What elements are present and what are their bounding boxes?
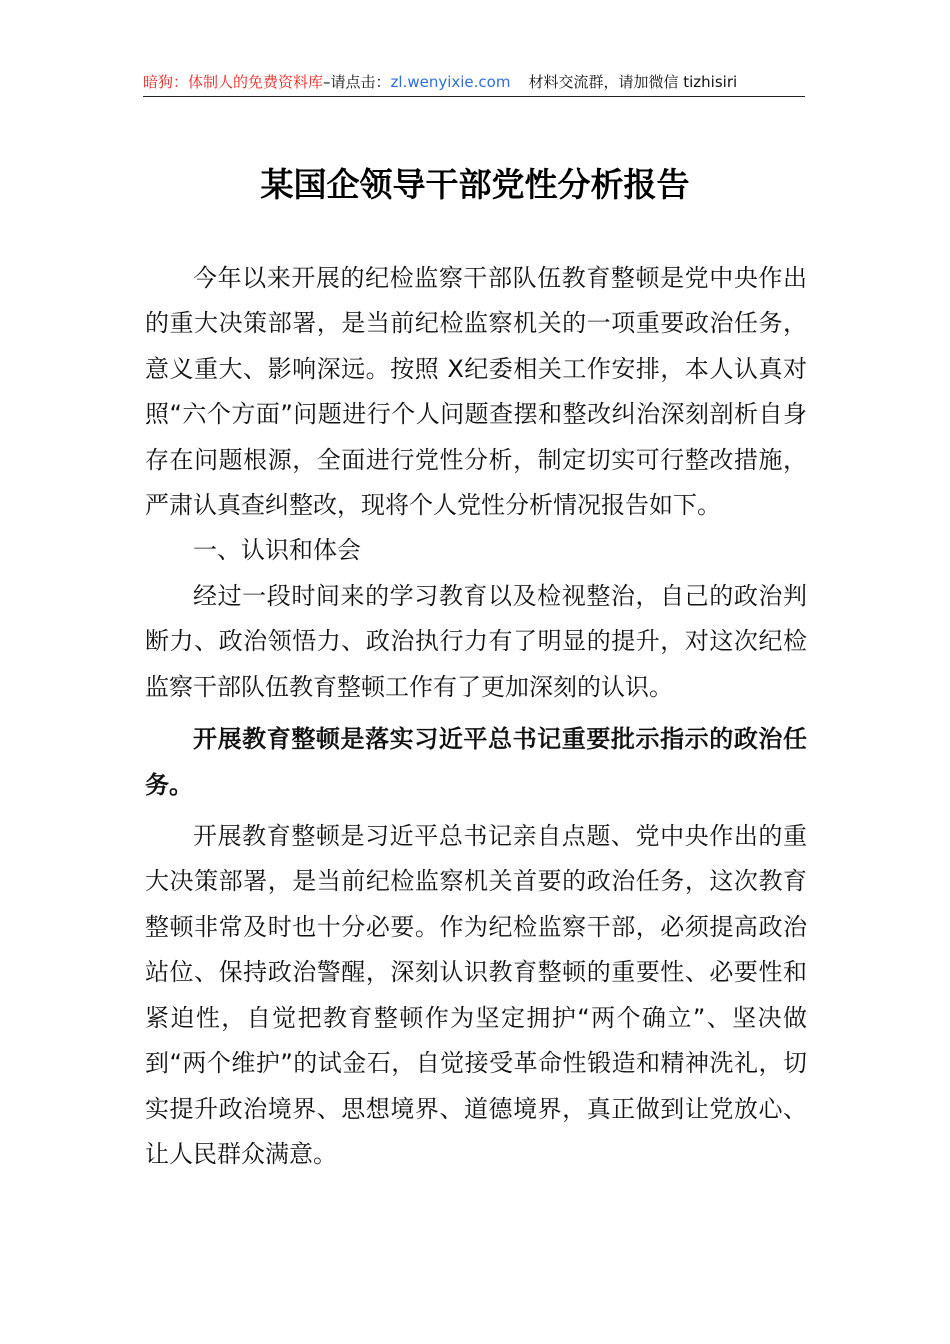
header-url-link[interactable]: zl.wenyixie.com xyxy=(390,73,511,91)
section-paragraph: 经过一段时间来的学习教育以及检视整治，自己的政治判断力、政治领悟力、政治执行力有了明显的提升，对这次纪检监察干部队伍教育整顿工作有了更加深刻的认识。 xyxy=(145,581,807,701)
header-click-prompt: –请点击： xyxy=(323,73,391,91)
intro-paragraph: 今年以来开展的纪检监察干部队伍教育整顿是党中央作出的重大决策部署，是当前纪检监察机关的一项重要政治任务，意义重大、影响深远。按照 X纪委相关工作安排，本人认真对照“六个方面”问题进行个人问题查摆和整改纠治深刻剖析自身存在问题根源，全面进行党性分析，制定切实可行整改措施，严肃认真查纠整改，现将个人党性分析情况报告如下。 xyxy=(145,264,807,520)
document-title: 某国企领导干部党性分析报告 xyxy=(260,165,690,204)
point-paragraph: 开展教育整顿是习近平总书记亲自点题、党中央作出的重大决策部署，是当前纪检监察机关首要的政治任务，这次教育整顿非常及时也十分必要。作为纪检监察干部，必须提高政治站位、保持政治警醒，深刻认识教育整顿的重要性、必要性和紧迫性，自觉把教育整顿作为坚定拥护“两个确立”、坚决做到“两个维护”的试金石，自觉接受革命性锻造和精神洗礼，切实提升政治境界、思想境界、道德境界，真正做到让党放心、让人民群众满意。 xyxy=(145,822,807,1168)
section-heading: 一、认识和体会 xyxy=(193,536,361,565)
page-header xyxy=(143,70,805,94)
document-body xyxy=(145,256,807,1177)
header-divider xyxy=(143,96,805,97)
bold-subheading: 开展教育整顿是落实习近平总书记重要批示指示的政治任务。 xyxy=(145,725,807,800)
header-site-name: 暗狗：体制人的免费资料库 xyxy=(143,73,324,91)
header-group-note: 材料交流群，请加微信 tizhisiri xyxy=(528,73,738,91)
